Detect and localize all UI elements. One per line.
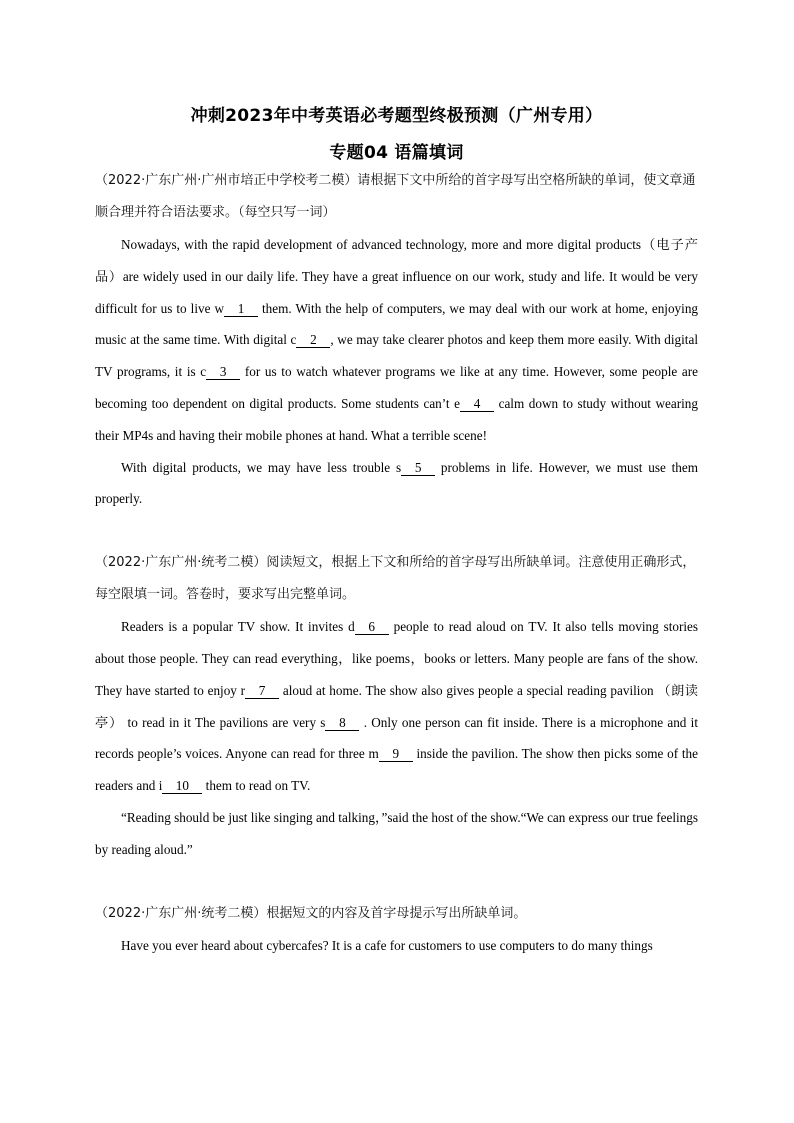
answer-blank-2[interactable]: 2	[296, 333, 330, 348]
section1-paragraph-2	[95, 452, 698, 516]
section2-paragraph-1	[95, 611, 698, 802]
passage-text: . Only one person can fit inside. There is a microphone and it records people’s voices. Anyone can read for three m	[95, 714, 698, 762]
answer-blank-7[interactable]: 7	[245, 684, 279, 699]
passage-text: for us to watch whatever programs we like at any time. However, some people are becoming too dependent on digital products. Some students can’t e	[95, 364, 698, 411]
section2-instructions: （2022·广东广州·统考二模）阅读短文，根据上下文和所给的首字母写出所缺单词。注意使用正确形式，每空限填一词。答卷时，要求写出完整单词。	[95, 555, 696, 603]
answer-blank-5[interactable]: 5	[401, 461, 435, 476]
passage-text: them. With the help of computers, we may deal with our work at home, enjoying music at the same time. With digital c	[95, 300, 699, 348]
document-subtitle: 专题04 语篇填词	[329, 143, 464, 163]
section1-instructions: （2022·广东广州·广州市培正中学校考二模）请根据下文中所给的首字母写出空格所缺的单词，使文章通顺合理并符合语法要求。（每空只写一词）	[95, 173, 696, 220]
answer-blank-1[interactable]: 1	[224, 302, 258, 317]
passage-text: people to read aloud on TV. It also tells moving stories about those people. They can read everything，like poems，books or letters. Many people are fans of the show. They have started to enjoy r	[95, 619, 699, 698]
section3-paragraph-1: Have you ever heard about cybercafes? It is a cafe for customers to use computers to do many things	[121, 937, 653, 953]
passage-text: problems in life. However, we must use them properly.	[95, 459, 698, 507]
section-divider	[95, 515, 698, 547]
passage-text: them to read on TV.	[202, 778, 311, 794]
answer-blank-10[interactable]: 10	[162, 779, 202, 794]
section-divider	[95, 866, 698, 898]
passage-text: With digital products, we may have less trouble s	[121, 459, 402, 475]
section1-paragraph-1	[95, 229, 698, 452]
passage-text: Readers is a popular TV show. It invites d	[121, 619, 355, 635]
passage-text: Nowadays, with the rapid development of advanced technology, more and more digital products（电子产品）are widely used in our daily life. They have a great influence on our work, study and life. It would be very difficult for us to live w	[95, 237, 698, 316]
section3-instructions: （2022·广东广州·统考二模）根据短文的内容及首字母提示写出所缺单词。	[95, 905, 527, 921]
passage-text: , we may take clearer photos and keep them more easily. With digital TV programs, it is c	[95, 332, 698, 380]
passage-text: aloud at home. The show also gives people a special reading pavilion （朗读亭） to read in it The pavilions are very s	[95, 682, 698, 730]
answer-blank-8[interactable]: 8	[325, 716, 359, 731]
answer-blank-6[interactable]: 6	[355, 620, 389, 635]
passage-text: inside the pavilion. The show then picks some of the readers and i	[95, 746, 698, 794]
section2-paragraph-2: “Reading should be just like singing and talking，”said the host of the show.“We can express our true feelings by reading aloud.”	[95, 809, 698, 857]
document-title: 冲刺2023年中考英语必考题型终极预测（广州专用）	[190, 106, 603, 126]
answer-blank-4[interactable]: 4	[460, 397, 494, 412]
answer-blank-9[interactable]: 9	[379, 747, 413, 762]
passage-text: calm down to study without wearing their MP4s and having their mobile phones at hand. What a terrible scene!	[95, 395, 698, 443]
answer-blank-3[interactable]: 3	[206, 365, 240, 380]
